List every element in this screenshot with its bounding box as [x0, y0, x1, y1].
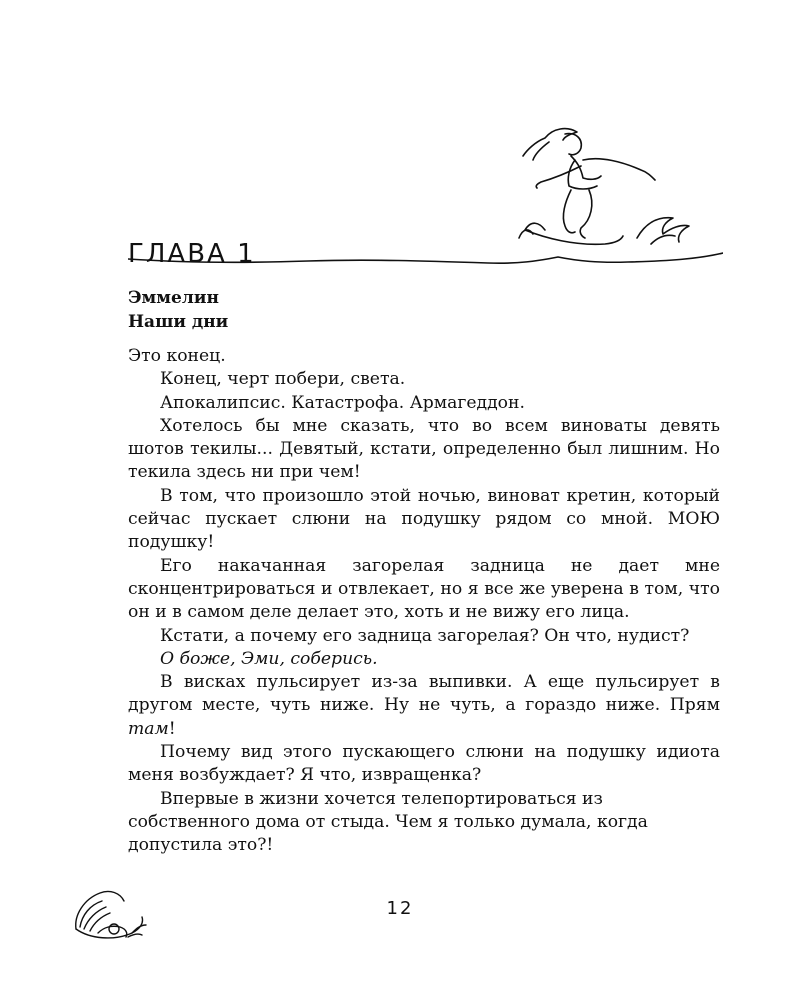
header-wave-line: [128, 245, 723, 265]
italic-word: там: [128, 718, 169, 739]
paragraph: Хотелось бы мне сказать, что во всем виноваты девять шотов текилы... Девятый, кстати, определенно был лишним. Но текила здесь ни при чем!: [128, 415, 720, 483]
chapter-title: ГЛАВА 1: [128, 239, 256, 270]
page-number: 12: [386, 898, 414, 919]
body-text: [128, 345, 720, 858]
paragraph: Кстати, а почему его задница загорелая? Он что, нудист?: [160, 625, 690, 646]
chapter-heading: [128, 286, 228, 334]
paragraph: Апокалипсис. Катастрофа. Армагеддон.: [160, 392, 525, 413]
paragraph: Конец, черт побери, света.: [160, 369, 406, 390]
time-setting: Наши дни: [128, 312, 229, 332]
paragraph: Почему вид этого пускающего слюни на подушку идиота меня возбуждает? Я что, извращенка?: [128, 742, 720, 786]
paragraph: В том, что произошло этой ночью, виноват кретин, который сейчас пускает слюни на подушку рядом со мной. МОЮ подушку!: [128, 485, 720, 553]
paragraph: Впервые в жизни хочется телепортироваться из собственного дома от стыда. Чем я только думала, когда допустила это?!: [128, 788, 648, 856]
italic-thought: О боже, Эми, соберись.: [160, 648, 378, 669]
paragraph-text: !: [168, 718, 176, 739]
paragraph-italic: [128, 648, 720, 671]
paragraph: [128, 671, 720, 741]
paragraph-text: В висках пульсирует из-за выпивки. А еще пульсирует в другом месте, чуть ниже. Ну не чуть, а гораздо ниже. Прям: [128, 672, 720, 716]
narrator-name: Эммелин: [128, 288, 219, 308]
paragraph: Его накачанная загорелая задница не дает мне сконцентрироваться и отвлекает, но я все же уверена в том, что он и в самом деле делает это, хоть и не вижу его лица.: [128, 555, 720, 623]
paragraph: Это конец.: [128, 346, 226, 366]
